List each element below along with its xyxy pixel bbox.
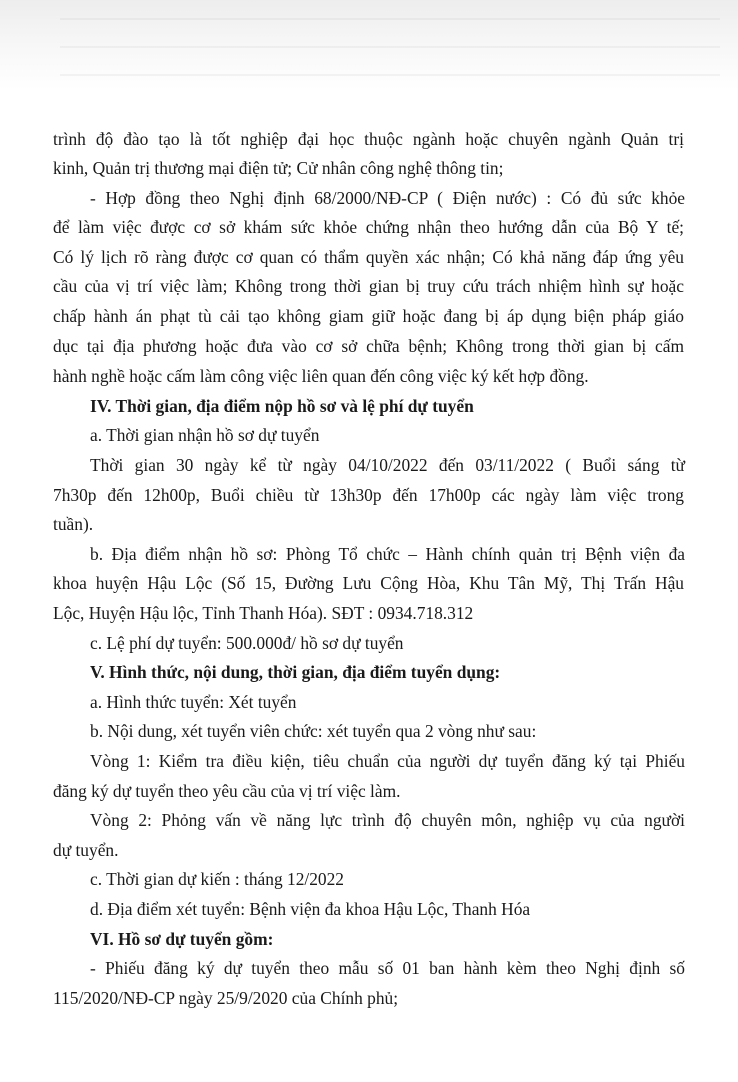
text-line: Vòng 2: Phỏng vấn về năng lực trình độ chuyên môn, nghiệp vụ của người	[90, 810, 685, 830]
text-line: Thời gian 30 ngày kể từ ngày 04/10/2022 đến 03/11/2022 ( Buổi sáng từ	[90, 455, 685, 475]
text-line: b. Địa điểm nhận hồ sơ: Phòng Tổ chức – Hành chính quản trị Bệnh viện đa	[90, 544, 685, 564]
text-line: 7h30p đến 12h00p, Buổi chiều từ 13h30p đến 17h00p các ngày làm việc trong	[53, 485, 684, 505]
text-line: tuần).	[53, 514, 94, 534]
section-heading-v: V. Hình thức, nội dung, thời gian, địa điểm tuyển dụng:	[90, 662, 501, 682]
text-line: d. Địa điểm xét tuyển: Bệnh viện đa khoa Hậu Lộc, Thanh Hóa	[90, 899, 531, 919]
text-line: chấp hành án phạt tù cải tạo không giam giữ hoặc đang bị áp dụng biện pháp giáo	[53, 306, 684, 326]
text-line: dự tuyển.	[53, 840, 119, 860]
text-line: dục tại địa phương hoặc đưa vào cơ sở chữa bệnh; Không trong thời gian bị cấm	[53, 336, 684, 356]
text-line: a. Hình thức tuyển: Xét tuyển	[90, 692, 297, 712]
section-heading-vi: VI. Hồ sơ dự tuyển gồm:	[90, 929, 274, 949]
text-line: khoa huyện Hậu Lộc (Số 15, Đường Lưu Cộng Hòa, Khu Tân Mỹ, Thị Trấn Hậu	[53, 573, 684, 593]
text-line: Vòng 1: Kiểm tra điều kiện, tiêu chuẩn của người dự tuyển đăng ký tại Phiếu	[90, 751, 685, 771]
text-line: 115/2020/NĐ-CP ngày 25/9/2020 của Chính phủ;	[53, 988, 399, 1008]
text-line: - Hợp đồng theo Nghị định 68/2000/NĐ-CP ( Điện nước) : Có đủ sức khỏe	[90, 188, 685, 208]
text-line: hành nghề hoặc cấm làm công việc liên quan đến công việc ký kết hợp đồng.	[53, 366, 589, 386]
text-line: - Phiếu đăng ký dự tuyển theo mẫu số 01 ban hành kèm theo Nghị định số	[90, 958, 685, 978]
text-line: b. Nội dung, xét tuyển viên chức: xét tuyển qua 2 vòng như sau:	[90, 721, 537, 741]
text-line: để làm việc được cơ sở khám sức khỏe chứng nhận theo hướng dẫn của Bộ Y tế;	[53, 217, 684, 237]
scan-bleed-through	[60, 18, 720, 78]
text-line: kinh, Quản trị thương mại điện tử; Cử nhân công nghệ thông tin;	[53, 158, 504, 178]
text-line: Lộc, Huyện Hậu lộc, Tỉnh Thanh Hóa). SĐT : 0934.718.312	[53, 603, 474, 623]
section-heading-iv: IV. Thời gian, địa điểm nộp hồ sơ và lệ phí dự tuyển	[90, 396, 474, 416]
text-line: Có lý lịch rõ ràng được cơ quan có thẩm quyền xác nhận; Có khả năng đáp ứng yêu	[53, 247, 684, 267]
text-line: c. Lệ phí dự tuyển: 500.000đ/ hồ sơ dự tuyển	[90, 633, 404, 653]
text-line: c. Thời gian dự kiến : tháng 12/2022	[90, 869, 345, 889]
text-line: trình độ đào tạo là tốt nghiệp đại học thuộc ngành hoặc chuyên ngành Quản trị	[53, 129, 684, 149]
text-line: a. Thời gian nhận hồ sơ dự tuyển	[90, 425, 320, 445]
text-line: cầu của vị trí việc làm; Không trong thời gian bị truy cứu trách nhiệm hình sự hoặc	[53, 276, 684, 296]
text-line: đăng ký dự tuyển theo yêu cầu của vị trí việc làm.	[53, 781, 401, 801]
